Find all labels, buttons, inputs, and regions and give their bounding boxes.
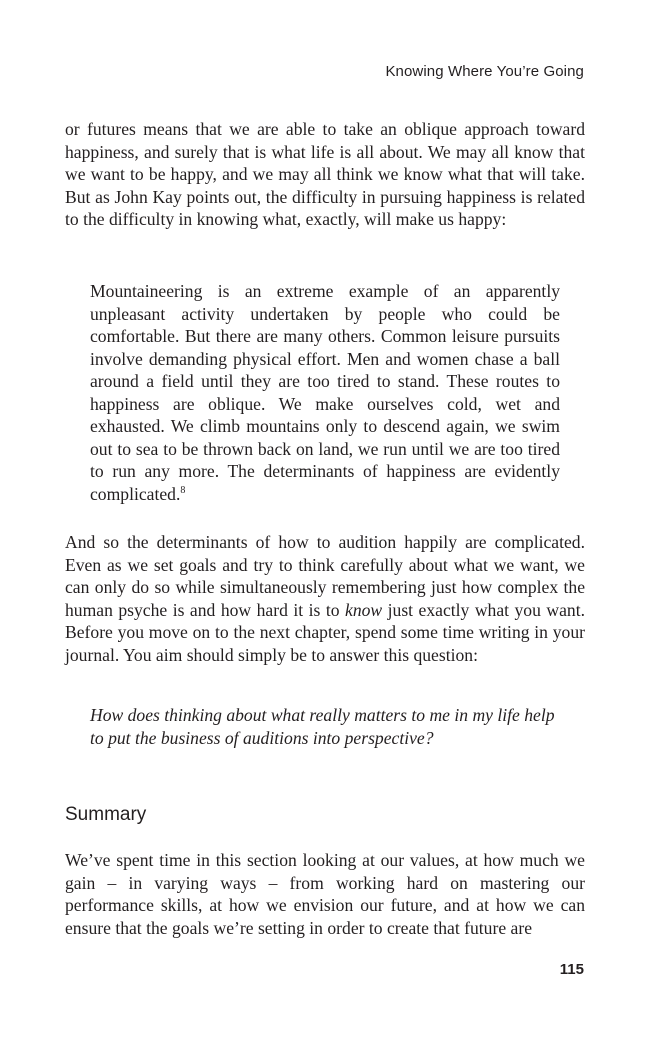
paragraph-auditions-end: just exactly what you want. Before you move on to the next chapter, spend some time writing in your journal. You aim should simply be to answer this question: [65, 599, 585, 665]
footnote-reference: 8 [180, 484, 186, 496]
running-head: Knowing Where You’re Going [385, 63, 584, 80]
block-quote [90, 280, 560, 505]
emphasis-know: know [345, 599, 383, 620]
paragraph-summary: We’ve spent time in this section looking at our values, at how much we gain – in varying ways – from working hard on mastering our performance skills, at how we envision our future, and at how we can ensure that the goals we’re setting in order to create that future are [65, 850, 585, 938]
paragraph-intro: or futures means that we are able to take an oblique approach toward happiness, and surely that is what life is all about. We may all know that we want to be happy, and we may all think we know what that will take. But as John Kay points out, the difficulty in pursuing happiness is related to the difficulty in knowing what, exactly, will make us happy: [65, 119, 585, 229]
paragraph-auditions-start: And so the determinants of how to audition happily are complicated. Even as we set goals and try to think carefully about what we want, we can only do so while simultaneously remembering just how complex the human psyche is and how hard it is to [65, 532, 585, 620]
block-quote-text: Mountaineering is an extreme example of an apparently unpleasant activity undertaken by people who could be comfortable. But there are many others. Common leisure pursuits involve demanding physical effort. Men and women chase a ball around a field until they are too tired to stand. These routes to happiness are oblique. We make ourselves cold, wet and exhausted. We climb mountains only to descend again, we swim out to sea to be thrown back on land, we run until we are too tired to run any more. The determinants of happiness are evidently complicated. [90, 281, 560, 504]
paragraph-auditions [65, 531, 585, 666]
page-number: 115 [559, 961, 584, 978]
section-heading-summary: Summary [65, 804, 147, 825]
journal-question: How does thinking about what really matters to me in my life help to put the business of auditions into perspective? [90, 705, 555, 748]
